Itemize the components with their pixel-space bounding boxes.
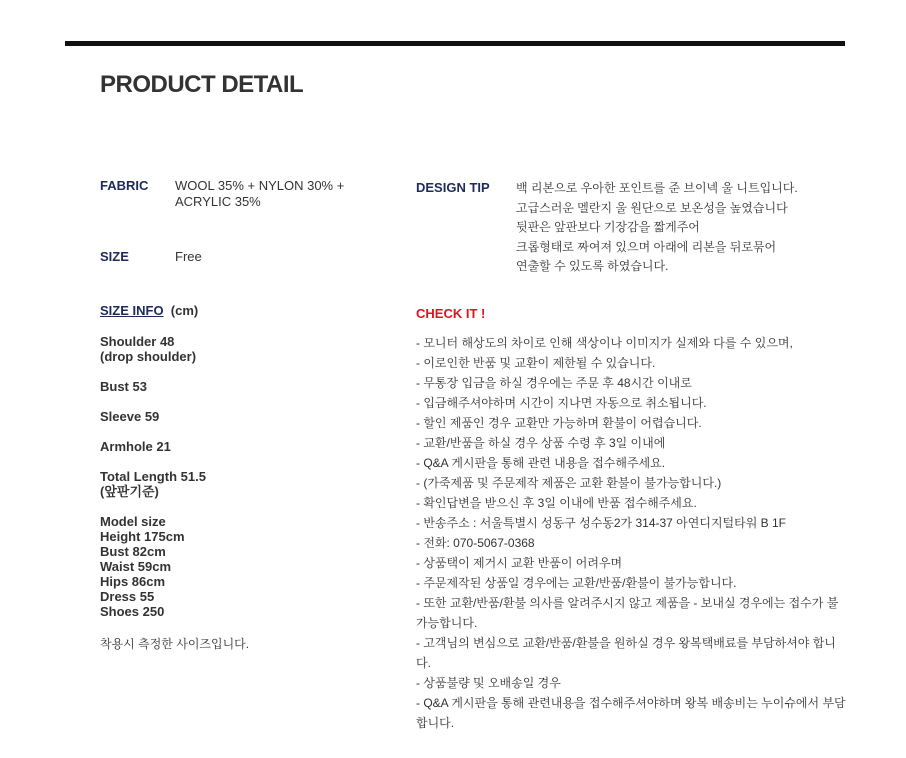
notice-line: - 반송주소 : 서울특별시 성동구 성수동2가 314-37 아연디지털타워 B 1F — [416, 516, 787, 530]
fabric-line-2: ACRYLIC 35% — [175, 194, 261, 209]
notice-line: - 전화: 070-5067-0368 — [416, 536, 535, 550]
notice-line: - 모니터 해상도의 차이로 인해 색상이나 이미지가 실제와 다를 수 있으며, — [416, 336, 793, 350]
notice-line: - Q&A 게시판을 통해 관련내용을 접수해주셔야하며 왕복 배송비는 누이슈에서 부담합니다. — [416, 696, 846, 730]
design-tip-line: 연출할 수 있도록 하였습니다. — [516, 259, 669, 273]
design-tip-line: 고급스러운 멜란지 울 원단으로 보온성을 높였습니다 — [516, 200, 788, 215]
notice-line: - 상품불량 및 오배송일 경우 — [416, 676, 561, 690]
total-length-note: (앞판기준) — [100, 484, 159, 499]
design-tip-text — [516, 179, 798, 277]
model-size-block — [100, 514, 380, 619]
model-dress: Dress 55 — [100, 589, 155, 604]
measure-bust: Bust 53 — [100, 379, 147, 394]
page-title: PRODUCT DETAIL — [100, 71, 304, 98]
notice-line: - 입금해주셔야하며 시간이 지나면 자동으로 취소됩니다. — [416, 396, 707, 410]
design-tip-line: 백 리본으로 우아한 포인트를 준 브이넥 울 니트입니다. — [516, 181, 798, 195]
notice-line: - (가죽제품 및 주문제작 제품은 교환 환불이 불가능합니다.) — [416, 476, 722, 490]
model-waist: Waist 59cm — [100, 559, 172, 574]
check-it-notice-list — [416, 333, 848, 733]
model-height: Height 175cm — [100, 529, 185, 544]
notice-line: - 고객님의 변심으로 교환/반품/환불을 원하실 경우 왕복택배료를 부담하셔야 합니다. — [416, 636, 836, 670]
notice-line: - 교환/반품을 하실 경우 상품 수령 후 3일 이내에 — [416, 436, 666, 450]
size-info-unit: (cm) — [170, 303, 199, 318]
model-hips: Hips 86cm — [100, 574, 166, 589]
measure-total-length — [100, 469, 380, 499]
model-note: 착용시 측정한 사이즈입니다. — [100, 637, 250, 651]
model-shoes: Shoes 250 — [100, 604, 165, 619]
fabric-label: FABRIC — [100, 178, 149, 193]
size-measurements — [100, 334, 380, 619]
notice-line: - 이로인한 반품 및 교환이 제한될 수 있습니다. — [416, 356, 656, 370]
size-info-heading — [100, 303, 198, 318]
measure-armhole: Armhole 21 — [100, 439, 171, 454]
notice-line: - 상품택이 제거시 교환 반품이 어려우며 — [416, 556, 623, 570]
size-label: SIZE — [100, 249, 129, 264]
notice-line: - Q&A 게시판을 통해 관련 내용을 접수해주세요. — [416, 456, 666, 470]
design-tip-line: 크롭형태로 짜여져 있으며 아래에 리본을 뒤로묶어 — [516, 239, 777, 254]
model-bust: Bust 82cm — [100, 544, 166, 559]
measure-sleeve: Sleeve 59 — [100, 409, 160, 424]
notice-line: - 무통장 입금을 하실 경우에는 주문 후 48시간 이내로 — [416, 376, 692, 390]
fabric-value — [175, 178, 385, 210]
design-tip-line: 뒷판은 앞판보다 기장감을 짧게주어 — [516, 220, 700, 234]
notice-line: - 주문제작된 상품일 경우에는 교환/반품/환불이 불가능합니다. — [416, 576, 737, 590]
notice-line: - 확인답변을 받으신 후 3일 이내에 반품 접수해주세요. — [416, 496, 697, 510]
total-length-value: Total Length 51.5 — [100, 469, 206, 484]
shoulder-note: (drop shoulder) — [100, 349, 197, 364]
size-info-label: SIZE INFO — [100, 303, 164, 318]
model-size-title: Model size — [100, 514, 166, 529]
fabric-line-1: WOOL 35% + NYLON 30% + — [175, 178, 345, 193]
shoulder-value: Shoulder 48 — [100, 334, 175, 349]
design-tip-label: DESIGN TIP — [416, 180, 490, 195]
top-divider — [65, 41, 845, 46]
measure-shoulder — [100, 334, 380, 364]
notice-line: - 또한 교환/반품/환불 의사를 알려주시지 않고 제품을 - 보내실 경우에는 접수가 불가능합니다. — [416, 596, 839, 630]
check-it-heading: CHECK IT ! — [416, 306, 486, 321]
notice-line: - 할인 제품인 경우 교환만 가능하며 환불이 어렵습니다. — [416, 416, 702, 430]
size-value: Free — [175, 249, 202, 264]
